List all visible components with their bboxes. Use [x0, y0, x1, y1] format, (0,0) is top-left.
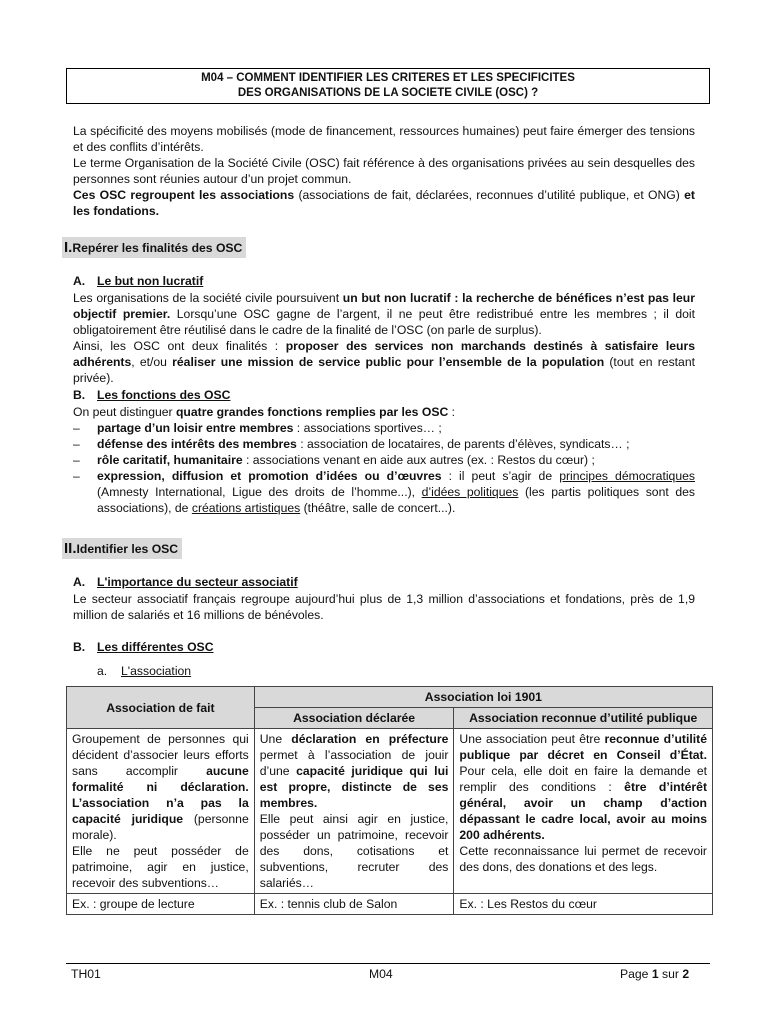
footer-center: M04 [369, 967, 393, 981]
section-2-title: Identifier les OSC [76, 542, 179, 556]
table-row [67, 687, 713, 708]
s4b: réaliser une mission de service public pour l’ensemble de la population [172, 355, 605, 369]
list-item [73, 436, 695, 452]
subsection-1b-heading [73, 388, 230, 402]
f1b: partage d’un loisir entre membres [97, 421, 294, 435]
intro-p3 [73, 187, 695, 219]
c2b: déclaration en préfecture [291, 732, 449, 746]
c1a: Groupement de personnes qui décident d’associer leurs efforts sans accomplir [72, 732, 249, 778]
subsection-1b-body [73, 404, 695, 516]
subsection-2a-heading [73, 575, 298, 589]
c3b: reconnue d’utilité publique par décret en Conseil d’État. [459, 732, 707, 762]
f4u2: d’idées politiques [421, 485, 519, 499]
s1b: un but non lucratif : la recherche de bénéfices n’est pas leur objectif premier. [73, 291, 695, 321]
subsection-2a-body [73, 591, 695, 623]
s2: Lorsqu’une OSC gagne de l’argent, il ne peut être redistribué entre les membres ; il doit obligatoirement être réutilisé dans le cadre de la finalité de l’OSC (on parle de surplus). [73, 307, 695, 337]
list-item [73, 420, 695, 436]
association-table [66, 686, 713, 915]
intro-p3-mid: (associations de fait, déclarées, reconnues d’utilité publique, et ONG) [294, 188, 685, 202]
s1: Les organisations de la société civile poursuivent [73, 291, 343, 305]
c2c: permet à l’association de jouir d’une [259, 748, 449, 778]
fp2: 1 [651, 967, 659, 981]
f3: : associations venant en aide aux autres (ex. : Restos du cœur) ; [242, 453, 595, 467]
f2: : association de locataires, de parents d’élèves, syndicats… ; [296, 437, 630, 451]
f4a: : il peut s’agir de [441, 469, 560, 483]
list-item [73, 452, 695, 468]
subsection-2a-title: L'importance du secteur associatif [97, 575, 298, 589]
c3c: Pour cela, elle doit en faire la demande et remplir des conditions : [459, 764, 707, 794]
header-reconnue: Association reconnue d’utilité publique [454, 708, 713, 729]
footer-left: TH01 [71, 967, 101, 981]
c1b: aucune formalité ni déclaration. L’association n’a pas la capacité juridique [72, 764, 249, 826]
secteur-associatif-text: Le secteur associatif français regroupe aujourd’hui plus de 1,3 million d’associations et fondations, près de 1,9 million de salariés et 16 millions de bénévoles. [73, 592, 695, 622]
subsection-2b-heading [73, 640, 214, 654]
c3a: Une association peut être [459, 732, 605, 746]
f4u1: principes démocratiques [559, 469, 695, 483]
section-1-title: Repérer les finalités des OSC [72, 241, 243, 255]
f1: : associations sportives… ; [293, 421, 442, 435]
header-loi-1901: Association loi 1901 [254, 687, 712, 708]
intro-p1: La spécificité des moyens mobilisés (mode de financement, ressources humaines) peut faire émerger des tensions et des conflits d’intérêts. [73, 124, 695, 154]
footer-page [620, 967, 689, 981]
section-1-heading [62, 237, 246, 258]
s5: (tout en restant privée). [73, 355, 695, 385]
title-line-2: DES ORGANISATIONS DE LA SOCIETE CIVILE (OSC) ? [237, 87, 539, 99]
page-title [66, 68, 710, 104]
fp4: 2 [682, 967, 690, 981]
header-fait: Association de fait [67, 687, 255, 729]
subsection-1a-heading [73, 274, 203, 288]
fp3: sur [658, 967, 683, 981]
title-line-1: M04 – COMMENT IDENTIFIER LES CRITERES ET LES SPECIFICITES [201, 72, 575, 84]
intro-p3-bold1: Ces OSC regroupent les associations [73, 188, 295, 202]
section-1-number: I. [64, 239, 73, 256]
fi3: : [448, 405, 456, 419]
para-but-non-lucratif [73, 290, 695, 338]
table-row [67, 729, 713, 894]
cell-ex-reconnue: Ex. : Les Restos du cœur [454, 894, 713, 915]
intro-paragraphs [73, 123, 695, 219]
s3: Ainsi, les OSC ont deux finalités : [73, 339, 286, 353]
sub-heading-association [97, 664, 191, 678]
cell-ex-fait: Ex. : groupe de lecture [67, 894, 255, 915]
c1d: Elle ne peut posséder de patrimoine, agir en justice, recevoir des subventions… [72, 844, 249, 890]
sub-letter: a. [97, 664, 108, 678]
c2e: Elle peut ainsi agir en justice, posséder un patrimoine, recevoir des dons, cotisations et subventions, recruter des salariés… [259, 812, 449, 890]
section-2-number: II. [64, 540, 77, 557]
c2a: Une [259, 732, 292, 746]
f4e: (théâtre, salle de concert...). [300, 501, 456, 515]
c1c: (personne morale). [72, 812, 249, 842]
fonctions-intro [73, 404, 695, 420]
fi1: On peut distinguer [73, 405, 176, 419]
c2d: capacité juridique qui lui est propre, distincte de ses membres. [259, 764, 449, 810]
cell-reconnue [454, 729, 713, 894]
list-item [73, 468, 695, 516]
fp1: Page [620, 967, 652, 981]
s3b: proposer des services non marchands destinés à satisfaire leurs adhérents [73, 339, 695, 369]
footer-divider [66, 963, 710, 964]
s4: , et/ou [131, 355, 173, 369]
c3d: être d’intérêt général, avoir un champ d’action dépassant le cadre local, avoir au moins 200 adhérents. [459, 780, 708, 842]
subsection-1b-title: Les fonctions des OSC [97, 388, 231, 402]
subsection-2b-letter: B. [73, 640, 86, 654]
subsection-1a-title: Le but non lucratif [97, 274, 204, 288]
cell-fait [67, 729, 255, 894]
intro-p3-bold2: et les fondations. [73, 188, 695, 218]
subsection-1a-body [73, 290, 695, 386]
subsection-1a-letter: A. [73, 274, 86, 288]
cell-ex-declaree: Ex. : tennis club de Salon [254, 894, 454, 915]
section-2-heading [62, 538, 182, 559]
para-finalites [73, 338, 695, 386]
sub-title: L'association [121, 664, 192, 678]
subsection-1b-letter: B. [73, 388, 86, 402]
intro-p2: Le terme Organisation de la Société Civile (OSC) fait référence à des organisations privées au sein desquelles des personnes sont réunies autour d’un projet commun. [73, 156, 695, 186]
f4c: (Amnesty International, Ligue des droits de l’homme...), [97, 485, 422, 499]
f4u3: créations artistiques [191, 501, 301, 515]
c3e: Cette reconnaissance lui permet de recevoir des dons, des donations et des legs. [459, 844, 707, 874]
f4d: (les partis politiques sont des associations), de [97, 485, 695, 515]
header-declaree: Association déclarée [254, 708, 454, 729]
table-row [67, 894, 713, 915]
cell-declaree [254, 729, 454, 894]
f4b: expression, diffusion et promotion d’idées ou d’œuvres [97, 469, 442, 483]
fi2: quatre grandes fonctions remplies par les OSC [175, 405, 449, 419]
fonctions-list [73, 420, 695, 516]
f2b: défense des intérêts des membres [97, 437, 297, 451]
f3b: rôle caritatif, humanitaire [97, 453, 243, 467]
subsection-2a-letter: A. [73, 575, 86, 589]
subsection-2b-title: Les différentes OSC [97, 640, 214, 654]
